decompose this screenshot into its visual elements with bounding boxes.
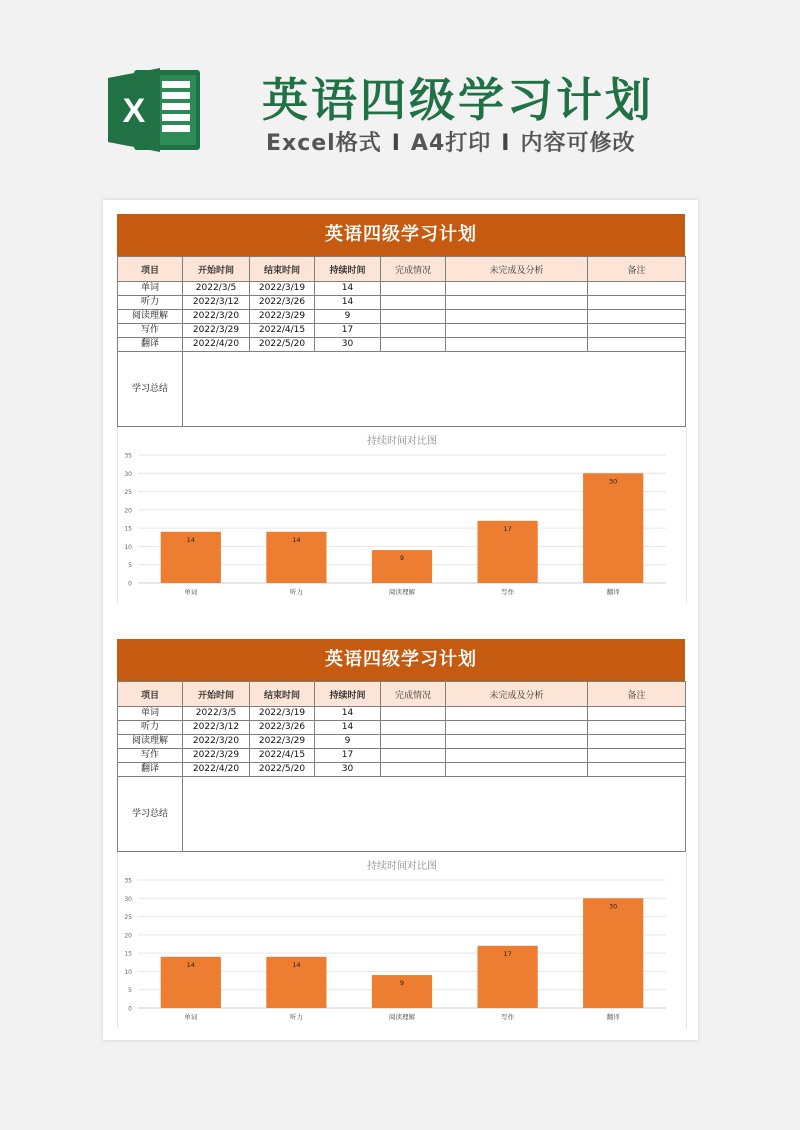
cell-end[interactable]: 2022/4/15 [250,324,315,338]
cell-status[interactable] [381,324,446,338]
y-tick-label: 35 [124,877,132,885]
cell-duration[interactable]: 9 [315,310,381,324]
cell-start[interactable]: 2022/3/20 [183,310,250,324]
cell-end[interactable]: 2022/4/15 [250,749,315,763]
cell-start[interactable]: 2022/4/20 [183,338,250,352]
cell-start[interactable]: 2022/3/20 [183,735,250,749]
cell-item[interactable]: 单词 [118,282,183,296]
header-start: 开始时间 [183,257,250,282]
header-duration: 持续时间 [315,682,381,707]
x-tick-label: 听力 [289,1013,303,1021]
plan-sheet [117,214,685,603]
cell-end[interactable]: 2022/3/26 [250,296,315,310]
plan-table [117,256,686,427]
cell-start[interactable]: 2022/3/5 [183,282,250,296]
cell-status[interactable] [381,721,446,735]
y-tick-label: 20 [124,932,132,940]
chart-svg [118,427,686,603]
cell-analysis[interactable] [446,749,588,763]
cell-start[interactable]: 2022/3/12 [183,721,250,735]
header-note: 备注 [588,682,686,707]
x-tick-label: 写作 [501,1013,515,1021]
x-tick-label: 阅读理解 [389,588,415,596]
y-tick-label: 30 [124,895,132,903]
data-label: 14 [186,960,195,969]
header-end: 结束时间 [250,257,315,282]
cell-duration[interactable]: 9 [315,735,381,749]
header-note: 备注 [588,257,686,282]
header-item: 项目 [118,682,183,707]
cell-analysis[interactable] [446,324,588,338]
y-tick-label: 25 [124,914,132,922]
cell-duration[interactable]: 30 [315,338,381,352]
data-label: 9 [399,979,405,988]
y-tick-label: 10 [124,543,132,551]
y-tick-label: 20 [124,507,132,515]
bar [583,473,643,583]
cell-analysis[interactable] [446,282,588,296]
cell-item[interactable]: 阅读理解 [118,735,183,749]
summary-cell[interactable] [183,777,686,852]
table-row [118,282,686,296]
bar [583,898,643,1008]
cell-start[interactable]: 2022/3/5 [183,707,250,721]
x-tick-label: 阅读理解 [389,1013,415,1021]
cell-status[interactable] [381,707,446,721]
table-row [118,310,686,324]
cell-end[interactable]: 2022/3/26 [250,721,315,735]
y-tick-label: 30 [124,470,132,478]
header-status: 完成情况 [381,257,446,282]
cell-note[interactable] [588,735,686,749]
excel-logo-icon [104,60,204,160]
cell-item[interactable]: 翻译 [118,763,183,777]
cell-item[interactable]: 阅读理解 [118,310,183,324]
y-tick-label: 35 [124,452,132,460]
table-row [118,749,686,763]
data-label: 17 [503,949,512,958]
chart-svg [118,852,686,1028]
cell-item[interactable]: 翻译 [118,338,183,352]
cell-item[interactable]: 写作 [118,749,183,763]
document-page [103,200,698,1040]
plan-table [117,681,686,852]
hero-separator: I [391,131,401,156]
hero-sub-format: Excel格式 [266,131,382,156]
header-end: 结束时间 [250,682,315,707]
cell-status[interactable] [381,749,446,763]
x-tick-label: 写作 [501,588,515,596]
hero-sub-editable: 内容可修改 [520,131,636,156]
cell-item[interactable]: 写作 [118,324,183,338]
cell-status[interactable] [381,763,446,777]
cell-duration[interactable]: 14 [315,707,381,721]
data-label: 14 [292,535,301,544]
table-row [118,763,686,777]
cell-status[interactable] [381,296,446,310]
y-tick-label: 15 [124,525,132,533]
data-label: 14 [292,960,301,969]
summary-label: 学习总结 [118,352,183,427]
cell-duration[interactable]: 14 [315,721,381,735]
cell-status[interactable] [381,338,446,352]
y-tick-label: 5 [128,562,132,570]
header-analysis: 未完成及分析 [446,257,588,282]
cell-analysis[interactable] [446,735,588,749]
hero-header [0,0,800,200]
header-analysis: 未完成及分析 [446,682,588,707]
cell-note[interactable] [588,721,686,735]
cell-start[interactable]: 2022/4/20 [183,763,250,777]
table-header-row [118,257,686,282]
data-label: 14 [186,535,195,544]
cell-duration[interactable]: 14 [315,296,381,310]
data-label: 30 [609,477,618,486]
cell-item[interactable]: 听力 [118,296,183,310]
y-tick-label: 5 [128,987,132,995]
x-tick-label: 听力 [289,588,303,596]
excel-logo-letter: X [122,92,146,130]
hero-sub-print: A4打印 [410,131,492,156]
cell-item[interactable]: 单词 [118,707,183,721]
y-tick-label: 10 [124,968,132,976]
y-tick-label: 0 [128,580,132,588]
cell-analysis[interactable] [446,721,588,735]
y-tick-label: 0 [128,1005,132,1013]
cell-end[interactable]: 2022/3/19 [250,707,315,721]
table-row [118,735,686,749]
header-duration: 持续时间 [315,257,381,282]
y-tick-label: 25 [124,489,132,497]
x-tick-label: 单词 [184,588,198,596]
table-row [118,324,686,338]
cell-duration[interactable]: 17 [315,324,381,338]
x-tick-label: 翻译 [606,588,620,596]
table-row [118,707,686,721]
plan-title: 英语四级学习计划 [117,639,685,681]
cell-note[interactable] [588,338,686,352]
cell-note[interactable] [588,296,686,310]
cell-end[interactable]: 2022/5/20 [250,338,315,352]
table-row [118,721,686,735]
cell-duration[interactable]: 17 [315,749,381,763]
chart-title: 持续时间对比图 [367,861,437,872]
cell-analysis[interactable] [446,338,588,352]
cell-note[interactable] [588,324,686,338]
data-label: 30 [609,902,618,911]
header-start: 开始时间 [183,682,250,707]
header-status: 完成情况 [381,682,446,707]
duration-chart [117,427,687,603]
chart-title: 持续时间对比图 [367,436,437,447]
table-header-row [118,682,686,707]
cell-start[interactable]: 2022/3/12 [183,296,250,310]
plan-title: 英语四级学习计划 [117,214,685,256]
data-label: 17 [503,524,512,533]
data-label: 9 [399,554,405,563]
cell-status[interactable] [381,310,446,324]
cell-status[interactable] [381,282,446,296]
hero-separator: I [501,131,511,156]
cell-status[interactable] [381,735,446,749]
y-tick-label: 15 [124,950,132,958]
cell-note[interactable] [588,310,686,324]
cell-analysis[interactable] [446,296,588,310]
table-row [118,338,686,352]
x-tick-label: 翻译 [606,1013,620,1021]
summary-row [118,352,686,427]
cell-end[interactable]: 2022/3/29 [250,735,315,749]
cell-end[interactable]: 2022/3/29 [250,310,315,324]
cell-note[interactable] [588,282,686,296]
cell-end[interactable]: 2022/3/19 [250,282,315,296]
cell-start[interactable]: 2022/3/29 [183,749,250,763]
cell-analysis[interactable] [446,310,588,324]
cell-start[interactable]: 2022/3/29 [183,324,250,338]
summary-row [118,777,686,852]
x-tick-label: 单词 [184,1013,198,1021]
hero-subtitle [266,126,635,157]
cell-note[interactable] [588,707,686,721]
plan-sheet [117,639,685,1028]
cell-duration[interactable]: 30 [315,763,381,777]
duration-chart [117,852,687,1028]
summary-label: 学习总结 [118,777,183,852]
cell-analysis[interactable] [446,707,588,721]
cell-note[interactable] [588,749,686,763]
cell-analysis[interactable] [446,763,588,777]
cell-note[interactable] [588,763,686,777]
header-item: 项目 [118,257,183,282]
summary-cell[interactable] [183,352,686,427]
cell-item[interactable]: 听力 [118,721,183,735]
cell-duration[interactable]: 14 [315,282,381,296]
cell-end[interactable]: 2022/5/20 [250,763,315,777]
table-row [118,296,686,310]
hero-title: 英语四级学习计划 [262,73,654,127]
